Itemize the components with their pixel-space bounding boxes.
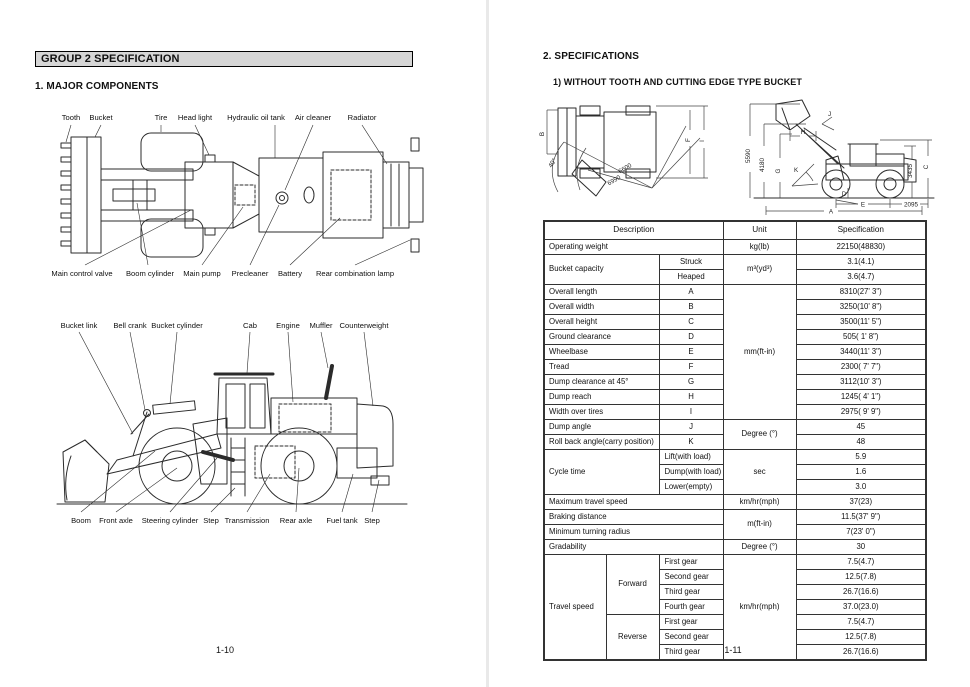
spec-table-row [544, 450, 926, 465]
front-wheel [139, 428, 215, 504]
dim-label-rear-overhang: 2095 [903, 201, 919, 209]
spec-cell: Second gear [659, 630, 723, 645]
component-label-main-pump: Main pump [183, 269, 221, 278]
component-label-bucket: Bucket [89, 113, 113, 122]
spec-cell: 37.0(23.0) [796, 600, 926, 615]
spec-table-body [544, 221, 926, 660]
bucket-side [63, 440, 109, 502]
group-header: GROUP 2 SPECIFICATION [35, 51, 413, 67]
component-label-boom: Boom [71, 516, 91, 525]
component-label-bell-crank: Bell crank [113, 321, 147, 330]
spec-cell: Dump(with load) [659, 465, 723, 480]
component-label-main-control-valve: Main control valve [51, 269, 113, 278]
spec-cell: Fourth gear [659, 600, 723, 615]
component-label-counterweight: Counterweight [339, 321, 389, 330]
spec-cell: Lift(with load) [659, 450, 723, 465]
spec-cell: sec [723, 450, 796, 495]
page-number-left: 1-10 [215, 645, 234, 655]
spec-cell: m(ft-in) [723, 510, 796, 540]
spec-cell: Degree (°) [723, 420, 796, 450]
spec-cell: 3250(10' 8") [796, 300, 926, 315]
spec-table-row [544, 555, 926, 570]
spec-cell: 2300( 7' 7") [796, 360, 926, 375]
bucket-teeth [61, 143, 71, 246]
spec-cell: Degree (°) [723, 540, 796, 555]
spec-cell: 30 [796, 540, 926, 555]
spec-cell: Reverse [606, 615, 659, 661]
dim-label-hinge-height: 4180 [759, 157, 766, 173]
spec-cell: 3.0 [796, 480, 926, 495]
boom-linkage [107, 401, 221, 474]
dim-label-radius-outer: 6990 [606, 174, 623, 188]
spec-cell: 1245( 4' 1") [796, 390, 926, 405]
major-components-title: 1. MAJOR COMPONENTS [35, 81, 159, 92]
dim-label-rear-height: 3435 [907, 163, 914, 179]
spec-cell: 26.7(16.6) [796, 645, 926, 661]
spec-cell: mm(ft-in) [723, 285, 796, 420]
spec-table-row [544, 420, 926, 435]
spec-table-row [544, 510, 926, 525]
specifications-title: 2. SPECIFICATIONS [543, 51, 639, 62]
component-label-step-front: Step [203, 516, 219, 525]
spec-cell: 3.1(4.1) [796, 255, 926, 270]
dim-label-radius-inner: 6600 [617, 162, 634, 176]
spec-table [543, 220, 927, 661]
spec-cell: 3440(11' 3") [796, 345, 926, 360]
spec-cell: 45 [796, 420, 926, 435]
dim-label-height-top: 5590 [745, 148, 752, 164]
dim-label-rollback-angle: K [794, 167, 799, 174]
spec-cell: 505( 1' 8") [796, 330, 926, 345]
front-frame [185, 155, 233, 235]
dim-label-articulation-angle: 40° [547, 157, 559, 170]
boom-arms [101, 169, 193, 221]
spec-cell: Heaped [659, 270, 723, 285]
page-number-right: 1-11 [724, 645, 742, 655]
page-right [489, 0, 970, 687]
spec-cell: Overall width [544, 300, 659, 315]
component-label-hydraulic-oil-tank: Hydraulic oil tank [227, 113, 285, 122]
spec-cell: First gear [659, 615, 723, 630]
spec-cell: Ground clearance [544, 330, 659, 345]
component-label-engine: Engine [276, 321, 300, 330]
dim-label-dump-reach: H [800, 129, 806, 136]
side-view-leader-lines [79, 332, 379, 512]
bucket-type-subtitle: 1) WITHOUT TOOTH AND CUTTING EDGE TYPE BUCKET [553, 77, 802, 87]
spec-cell: 11.5(37' 9") [796, 510, 926, 525]
spec-cell: Overall height [544, 315, 659, 330]
spec-cell: I [659, 405, 723, 420]
dim-side-view-art [754, 100, 934, 198]
spec-table-header-row [544, 221, 926, 240]
spec-cell: F [659, 360, 723, 375]
component-label-tire: Tire [154, 113, 168, 122]
spec-table-row [544, 255, 926, 270]
loader-top-view-diagram [35, 110, 445, 285]
spec-cell: km/hr(mph) [723, 555, 796, 661]
spec-cell: Minimum turning radius [544, 525, 723, 540]
spec-cell: 48 [796, 435, 926, 450]
spec-cell: Maximum travel speed [544, 495, 723, 510]
component-label-steering-cylinder: Steering cylinder [141, 516, 199, 525]
spec-cell: Third gear [659, 585, 723, 600]
component-label-rear-axle: Rear axle [279, 516, 313, 525]
component-label-precleaner: Precleaner [231, 269, 269, 278]
component-label-tooth: Tooth [61, 113, 81, 122]
spec-cell: 3.6(4.7) [796, 270, 926, 285]
component-label-radiator: Radiator [347, 113, 377, 122]
spec-cell: 3500(11' 5") [796, 315, 926, 330]
top-view-labels [51, 113, 394, 278]
component-label-cab: Cab [243, 321, 257, 330]
spec-cell: D [659, 330, 723, 345]
ladder-steps [231, 438, 245, 496]
spec-cell: 7(23' 0") [796, 525, 926, 540]
spec-cell: Struck [659, 255, 723, 270]
mid-body [259, 158, 323, 232]
component-label-air-cleaner: Air cleaner [294, 113, 332, 122]
component-label-bucket-link: Bucket link [60, 321, 98, 330]
spec-header-cell: Unit [723, 221, 796, 240]
spec-cell: Cycle time [544, 450, 659, 495]
loader-side-view-art [57, 366, 407, 504]
component-label-rear-combination-lamp: Rear combination lamp [315, 269, 395, 278]
spec-cell: Third gear [659, 645, 723, 661]
bucket-blade [71, 137, 101, 253]
dim-label-overall-height: C [923, 164, 930, 170]
spec-cell: C [659, 315, 723, 330]
spec-cell: Braking distance [544, 510, 723, 525]
dimension-diagram [538, 98, 938, 216]
spec-table-row [544, 285, 926, 300]
component-label-boom-cylinder: Boom cylinder [125, 269, 175, 278]
spec-cell: K [659, 435, 723, 450]
loader-side-view-diagram [35, 316, 445, 531]
front-tires [141, 133, 203, 257]
spec-header-cell: Description [544, 221, 723, 240]
component-label-fuel-tank: Fuel tank [326, 516, 358, 525]
top-view-leader-lines [66, 125, 410, 265]
spec-cell: Forward [606, 555, 659, 615]
spec-cell: 2975( 9' 9") [796, 405, 926, 420]
dim-label-tread: F [685, 138, 692, 142]
spec-cell: 37(23) [796, 495, 926, 510]
spec-cell: Wheelbase [544, 345, 659, 360]
spec-cell: Second gear [659, 570, 723, 585]
spec-cell: Dump angle [544, 420, 659, 435]
spec-cell: Gradability [544, 540, 723, 555]
spec-cell: G [659, 375, 723, 390]
radiator-grill [383, 138, 423, 252]
spec-header-cell: Specification [796, 221, 926, 240]
spec-cell: 26.7(16.6) [796, 585, 926, 600]
spec-cell: 3112(10' 3") [796, 375, 926, 390]
spec-cell: H [659, 390, 723, 405]
spec-cell: Travel speed [544, 555, 606, 661]
spec-cell: km/hr(mph) [723, 495, 796, 510]
dim-label-dump-clearance: G [775, 168, 782, 174]
spec-cell: Operating weight [544, 240, 723, 255]
spec-cell: Roll back angle(carry position) [544, 435, 659, 450]
side-view-labels [61, 321, 390, 525]
component-label-step-rear: Step [364, 516, 380, 525]
spec-cell: Dump reach [544, 390, 659, 405]
spec-cell: 7.5(4.7) [796, 555, 926, 570]
dim-label-dump-angle: J [828, 111, 832, 118]
spec-cell: 7.5(4.7) [796, 615, 926, 630]
spec-cell: Width over tires [544, 405, 659, 420]
spec-cell: First gear [659, 555, 723, 570]
spec-cell: 12.5(7.8) [796, 570, 926, 585]
cab [215, 374, 273, 434]
spec-cell: Tread [544, 360, 659, 375]
dim-label-overall-length: A [828, 208, 834, 216]
spec-cell: 5.9 [796, 450, 926, 465]
spec-cell: Dump clearance at 45° [544, 375, 659, 390]
dim-label-ground-clearance: D [841, 191, 847, 198]
component-label-front-axle: Front axle [99, 516, 133, 525]
rear-wheel [261, 428, 337, 504]
spec-cell: kg(lb) [723, 240, 796, 255]
spec-cell: 8310(27' 3") [796, 285, 926, 300]
spec-cell: A [659, 285, 723, 300]
dim-top-view-labels [539, 132, 706, 187]
spec-cell: Bucket capacity [544, 255, 659, 285]
component-label-battery: Battery [277, 269, 303, 278]
spec-cell: Overall length [544, 285, 659, 300]
spec-table-row [544, 540, 926, 555]
engine-hood [271, 366, 357, 434]
rear-body [323, 152, 383, 238]
dim-label-width-over-tires: I [699, 140, 706, 142]
dim-top-view-lines [547, 106, 708, 192]
spec-cell: B [659, 300, 723, 315]
spec-cell: 12.5(7.8) [796, 630, 926, 645]
counterweight-shape [357, 404, 393, 468]
spec-cell: m³(yd³) [723, 255, 796, 285]
spec-table-row [544, 495, 926, 510]
dim-label-overall-width: B [539, 131, 546, 137]
articulation-joint [233, 162, 259, 228]
spec-cell: 22150(48830) [796, 240, 926, 255]
dim-label-wheelbase: E [860, 201, 866, 209]
spec-cell: E [659, 345, 723, 360]
loader-top-view-art [61, 133, 423, 257]
component-label-muffler: Muffler [309, 321, 333, 330]
spec-cell: J [659, 420, 723, 435]
component-label-transmission: Transmission [224, 516, 270, 525]
component-label-bucket-cylinder: Bucket cylinder [151, 321, 203, 330]
spec-cell: Lower(empty) [659, 480, 723, 495]
spec-cell: 1.6 [796, 465, 926, 480]
component-label-head-light: Head light [177, 113, 213, 122]
spec-table-row [544, 240, 926, 255]
